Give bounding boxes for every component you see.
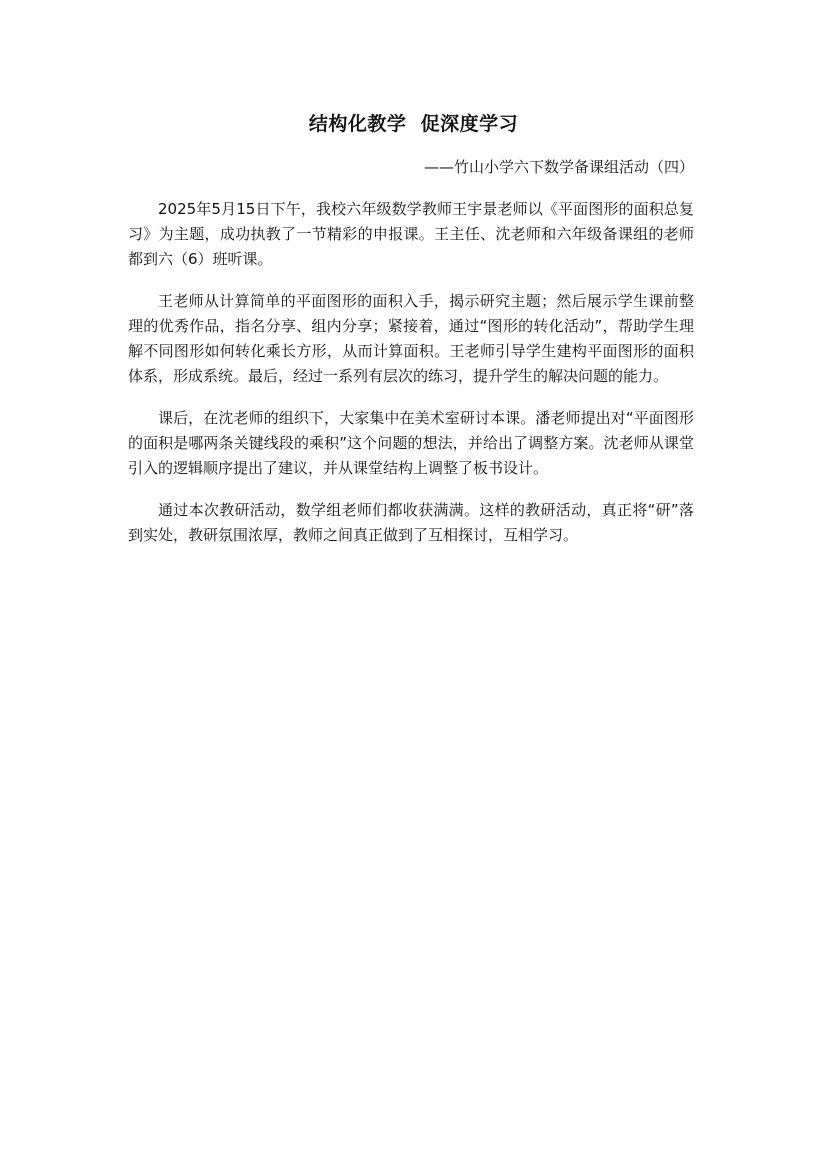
paragraph-2: 王老师从计算简单的平面图形的面积入手，揭示研究主题；然后展示学生课前整理的优秀作品，指名分享、组内分享；紧接着，通过“图形的转化活动”，帮助学生理解不同图形如何转化乘长方形，从而计算面积。王老师引导学生建构平面图形的面积体系，形成系统。最后，经过一系列有层次的练习，提升学生的解决问题的能力。 xyxy=(128,292,694,385)
document-subtitle: ——竹山小学六下数学备课组活动（四） xyxy=(423,158,694,176)
paragraph-4: 通过本次教研活动，数学组老师们都收获满满。这样的教研活动，真正将“研”落到实处，教研氛围浓厚，教师之间真正做到了互相探讨，互相学习。 xyxy=(128,501,694,544)
document-title: 结构化教学 促深度学习 xyxy=(308,113,519,135)
paragraph-1: 2025年5月15日下午，我校六年级数学教师王宇景老师以《平面图形的面积总复习》为主题，成功执教了一节精彩的申报课。王主任、沈老师和六年级备课组的老师都到六（6）班听课。 xyxy=(128,200,694,268)
document-body xyxy=(128,197,694,565)
paragraph-3: 课后，在沈老师的组织下，大家集中在美术室研讨本课。潘老师提出对“平面图形的面积是哪两条关键线段的乘积”这个问题的想法，并给出了调整方案。沈老师从课堂引入的逻辑顺序提出了建议，并从课堂结构上调整了板书设计。 xyxy=(128,409,694,477)
